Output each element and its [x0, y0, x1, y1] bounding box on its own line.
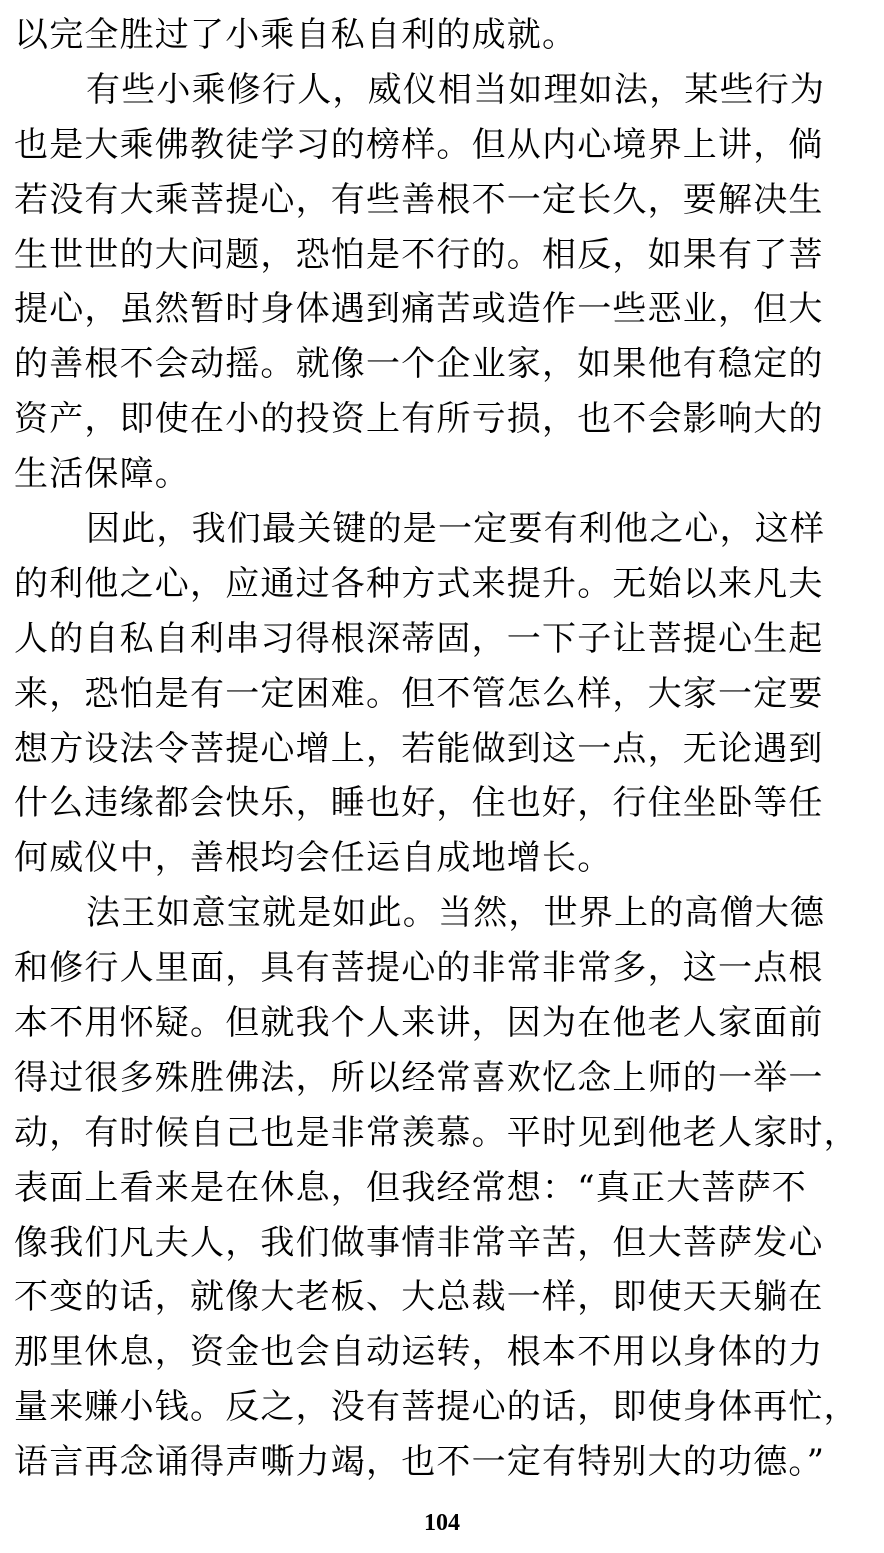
text-line: 资产，即使在小的投资上有所亏损，也不会影响大的 — [14, 399, 824, 440]
text-line: 以完全胜过了小乘自私自利的成就。 — [14, 15, 578, 55]
text-line: 的善根不会动摇。就像一个企业家，如果他有稳定的 — [14, 344, 824, 385]
text-line: 人的自私自利串习得根深蒂固，一下子让菩提心生起 — [14, 618, 824, 659]
text-line: 的利他之心，应通过各种方式来提升。无始以来凡夫 — [14, 563, 824, 604]
text-line: 得过很多殊胜佛法，所以经常喜欢忆念上师的一举一 — [14, 1057, 824, 1098]
text-line: 和修行人里面，具有菩提心的非常非常多，这一点根 — [14, 948, 824, 989]
text-line: 也是大乘佛教徒学习的榜样。但从内心境界上讲，倘 — [14, 124, 824, 165]
text-line: 动，有时候自己也是非常羡慕。平时见到他老人家时， — [14, 1112, 859, 1153]
page-number: 104 — [424, 1510, 460, 1536]
text-line: 想方设法令菩提心增上，若能做到这一点，无论遇到 — [14, 728, 824, 769]
text-line: 表面上看来是在休息，但我经常想：“真正大菩萨不 — [14, 1167, 807, 1208]
text-line: 何威仪中，善根均会任运自成地增长。 — [14, 838, 613, 879]
text-line: 若没有大乘菩提心，有些善根不一定长久，要解决生 — [14, 179, 824, 220]
text-line: 生世世的大问题，恐怕是不行的。相反，如果有了菩 — [14, 234, 824, 275]
text-line: 不变的话，就像大老板、大总裁一样，即使天天躺在 — [14, 1277, 824, 1318]
text-line: 提心，虽然暂时身体遇到痛苦或造作一些恶业，但大 — [14, 289, 824, 330]
text-line: 语言再念诵得声嘶力竭，也不一定有特别大的功德。” — [14, 1442, 826, 1483]
paragraph-first-line: 法王如意宝就是如此。当然，世界上的高僧大德 — [86, 893, 826, 934]
body-text — [14, 8, 870, 1490]
text-line: 本不用怀疑。但就我个人来讲，因为在他老人家面前 — [14, 1003, 824, 1044]
paragraph-first-line: 有些小乘修行人，威仪相当如理如法，某些行为 — [86, 69, 826, 110]
text-line: 那里休息，资金也会自动运转，根本不用以身体的力 — [14, 1332, 824, 1373]
text-line: 生活保障。 — [14, 454, 190, 495]
text-line: 来，恐怕是有一定困难。但不管怎么样，大家一定要 — [14, 673, 824, 714]
text-line: 像我们凡夫人，我们做事情非常辛苦，但大菩萨发心 — [14, 1222, 824, 1263]
paragraph-first-line: 因此，我们最关键的是一定要有利他之心，这样 — [86, 509, 826, 550]
text-line: 量来赚小钱。反之，没有菩提心的话，即使身体再忙， — [14, 1387, 859, 1428]
text-line: 什么违缘都会快乐，睡也好，住也好，行住坐卧等任 — [14, 783, 824, 824]
